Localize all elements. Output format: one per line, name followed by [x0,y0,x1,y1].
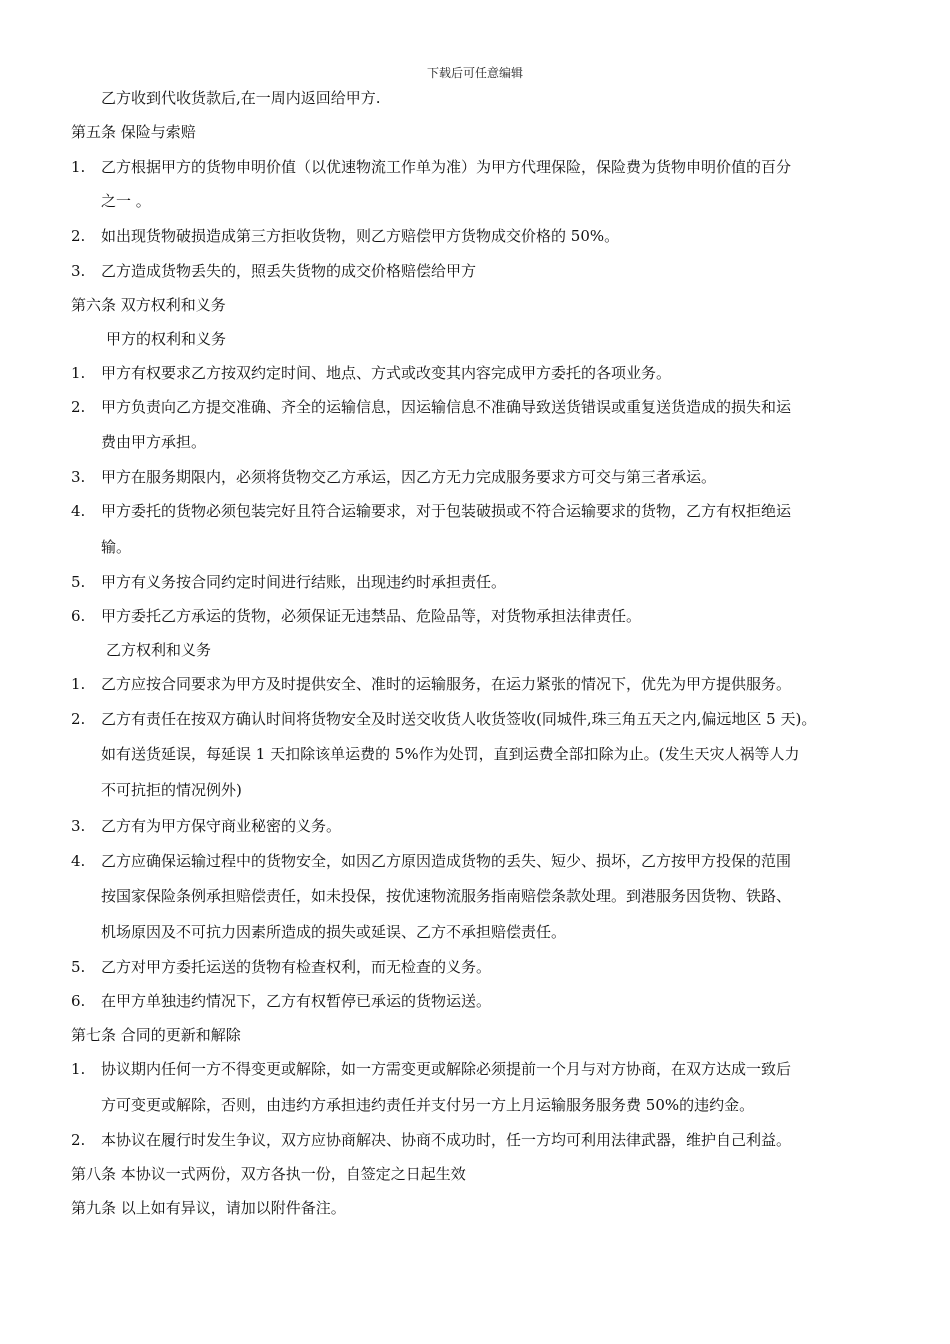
list-number: 1. [71,364,86,382]
list-text: 甲方负责向乙方提交准确、齐全的运输信息，因运输信息不准确导致送货错误或重复送货造成的损失和运 [101,398,792,416]
article-7-title: 第七条 合同的更新和解除 [71,1026,241,1044]
list-text: 甲方有义务按合同约定时间进行结账，出现违约时承担责任。 [101,573,507,591]
list-number: 1. [71,1060,86,1078]
list-text: 甲方委托的货物必须包装完好且符合运输要求，对于包装破损或不符合运输要求的货物，乙方有权拒绝运 [101,502,792,520]
party-b-heading: 乙方权利和义务 [106,641,212,659]
list-text-continued: 之一 。 [101,192,151,210]
list-text: 甲方有权要求乙方按双约定时间、地点、方式或改变其内容完成甲方委托的各项业务。 [101,364,672,382]
article-9-text: 第九条 以上如有异议，请加以附件备注。 [71,1199,346,1217]
list-text: 乙方应按合同要求为甲方及时提供安全、准时的运输服务，在运力紧张的情况下，优先为甲方提供服务。 [101,675,792,693]
intro-text: 乙方收到代收货款后,在一周内返回给甲方. [101,89,381,107]
list-number: 2. [71,227,86,245]
list-text: 协议期内任何一方不得变更或解除，如一方需变更或解除必须提前一个月与对方协商，在双方达成一致后 [101,1060,792,1078]
list-number: 5. [71,958,86,976]
list-number: 6. [71,992,86,1010]
list-number: 5. [71,573,86,591]
article-8-text: 第八条 本协议一式两份，双方各执一份，自签定之日起生效 [71,1165,466,1183]
list-text: 甲方委托乙方承运的货物，必须保证无违禁品、危险品等，对货物承担法律责任。 [101,607,642,625]
list-number: 4. [71,852,86,870]
list-text: 乙方应确保运输过程中的货物安全，如因乙方原因造成货物的丢失、短少、损坏，乙方按甲方投保的范围 [101,852,792,870]
list-number: 3. [71,817,86,835]
list-text: 甲方在服务期限内，必须将货物交乙方承运，因乙方无力完成服务要求方可交与第三者承运。 [101,468,717,486]
list-text: 乙方有责任在按双方确认时间将货物安全及时送交收货人收货签收(同城件,珠三角五天之内,偏远地区 5 天)。 [101,710,817,728]
list-text-continued: 机场原因及不可抗力因素所造成的损失或延误、乙方不承担赔偿责任。 [101,923,567,941]
list-text: 乙方根据甲方的货物申明价值（以优速物流工作单为准）为甲方代理保险，保险费为货物申明价值的百分 [101,158,792,176]
list-number: 3. [71,468,86,486]
list-text-continued: 不可抗拒的情况例外) [101,781,242,799]
list-text-continued: 按国家保险条例承担赔偿责任，如未投保，按优速物流服务指南赔偿条款处理。到港服务因货物、铁路、 [101,887,792,905]
list-number: 1. [71,158,86,176]
list-number: 3. [71,262,86,280]
list-text: 如出现货物破损造成第三方拒收货物，则乙方赔偿甲方货物成交价格的 50%。 [101,227,620,245]
list-text: 乙方造成货物丢失的，照丢失货物的成交价格赔偿给甲方 [101,262,477,280]
list-number: 2. [71,398,86,416]
article-5-title: 第五条 保险与索赔 [71,123,196,141]
list-text-continued: 方可变更或解除，否则，由违约方承担违约责任并支付另一方上月运输服务服务费 50%的违约金。 [101,1096,755,1114]
list-text: 乙方有为甲方保守商业秘密的义务。 [101,817,342,835]
page-header: 下载后可任意编辑 [426,66,523,80]
list-number: 1. [71,675,86,693]
list-text: 在甲方单独违约情况下，乙方有权暂停已承运的货物运送。 [101,992,492,1010]
list-text-continued: 输。 [101,538,132,556]
list-text-continued: 如有送货延误，每延误 1 天扣除该单运费的 5%作为处罚，直到运费全部扣除为止。(发生天灾人祸等人力 [101,745,800,763]
list-number: 4. [71,502,86,520]
party-a-heading: 甲方的权利和义务 [106,330,227,348]
list-text: 乙方对甲方委托运送的货物有检查权利，而无检查的义务。 [101,958,492,976]
list-text-continued: 费由甲方承担。 [101,433,207,451]
list-text: 本协议在履行时发生争议，双方应协商解决、协商不成功时，任一方均可利用法律武器，维护自己利益。 [101,1131,792,1149]
article-6-title: 第六条 双方权利和义务 [71,296,226,314]
list-number: 2. [71,710,86,728]
list-number: 6. [71,607,86,625]
list-number: 2. [71,1131,86,1149]
